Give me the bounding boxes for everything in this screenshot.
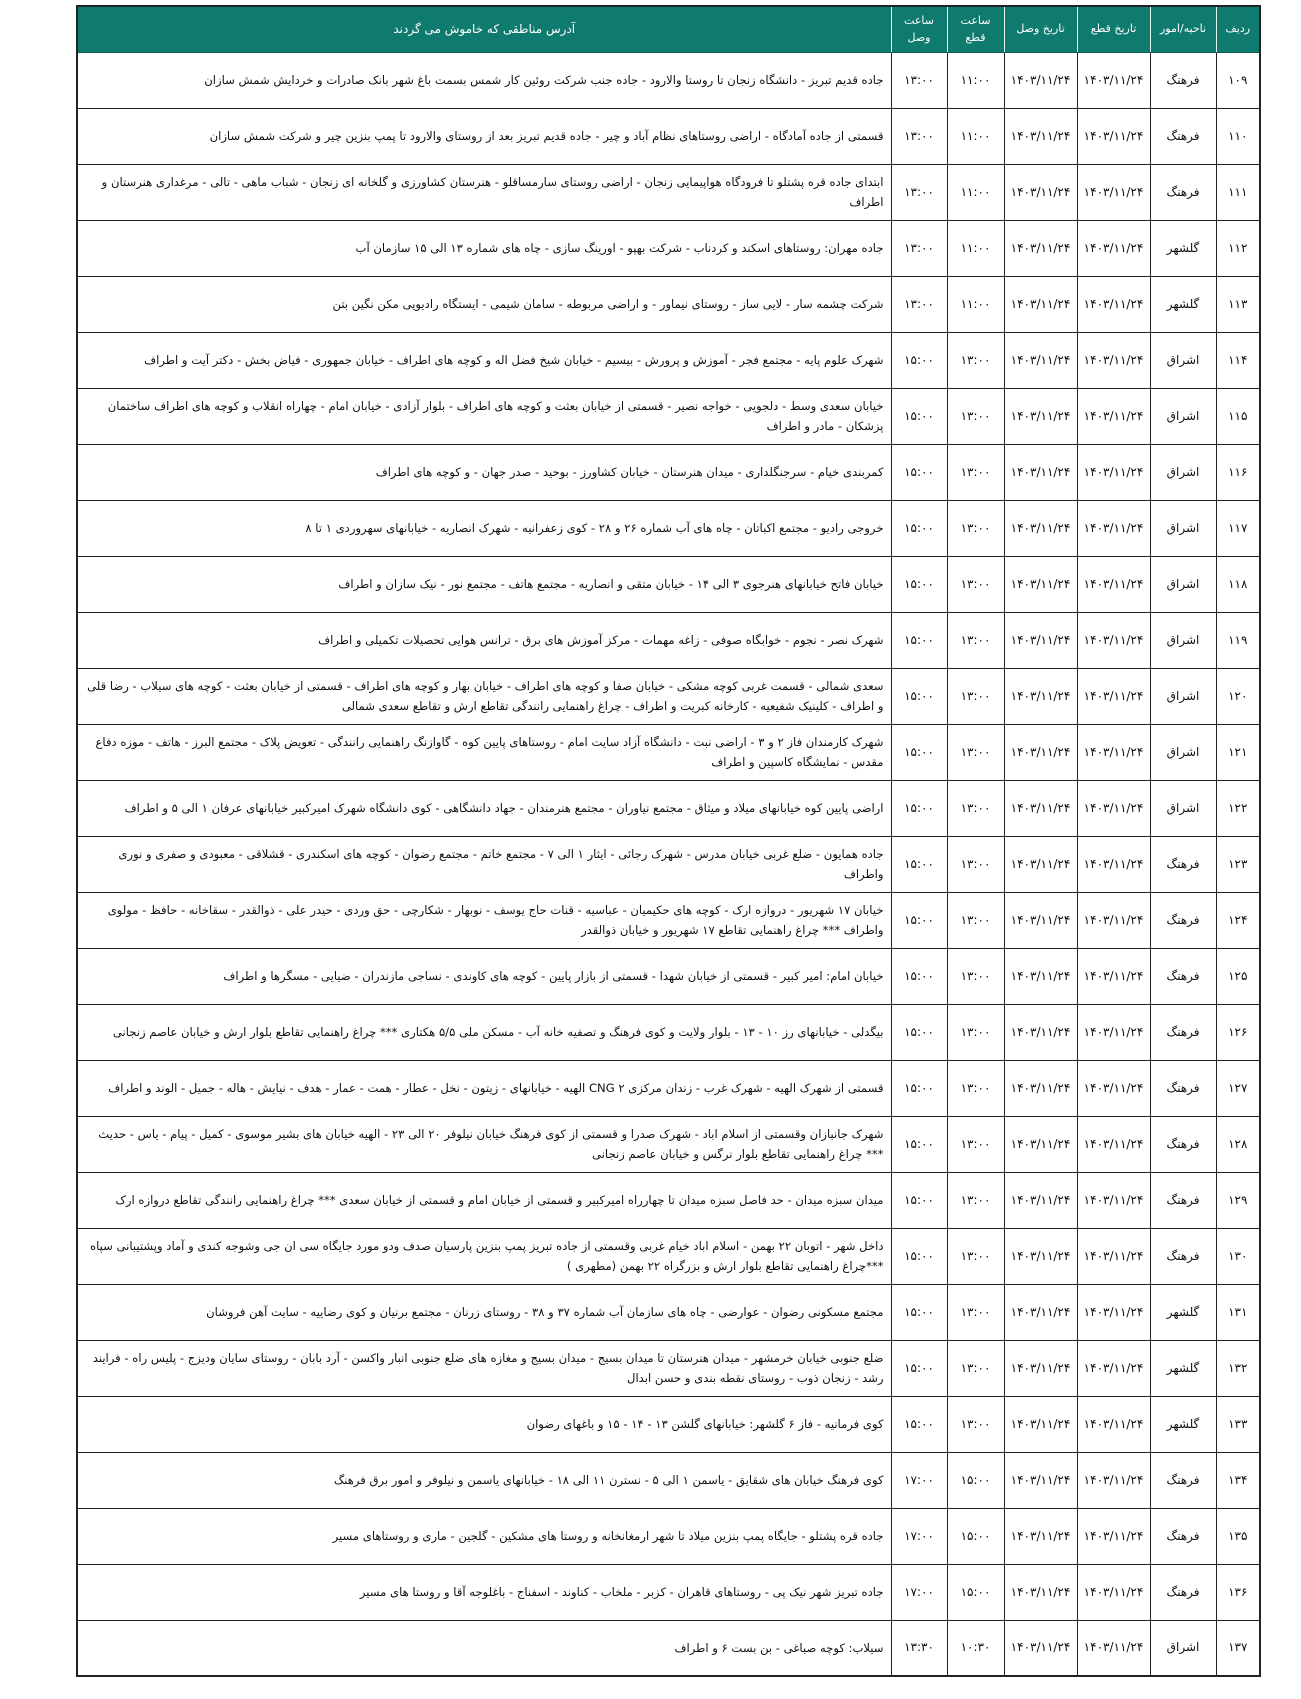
cell-row-number: ۱۳۵	[1216, 1508, 1260, 1564]
table-row	[77, 1172, 1260, 1228]
cell-address: داخل شهر - اتوبان ۲۲ بهمن - اسلام اباد خیام غربی وقسمتی از جاده تبریز پمپ بنزین پارسیان صدف ودو مورد جایگاه سی ان جی وشوجه کندی و آماد وپشتیبانی سپاه ***چراغ راهنمایی تقاطع بلوار ارش و بزرگراه ۲۲ بهمن (مطهری )	[77, 1228, 891, 1284]
cell-connect-date: ۱۴۰۳/۱۱/۲۴	[1004, 1284, 1077, 1340]
cell-connect-date: ۱۴۰۳/۱۱/۲۴	[1004, 1116, 1077, 1172]
cell-cut-date: ۱۴۰۳/۱۱/۲۴	[1077, 1172, 1150, 1228]
cell-cut-date: ۱۴۰۳/۱۱/۲۴	[1077, 500, 1150, 556]
cell-district: فرهنگ	[1150, 948, 1216, 1004]
cell-address: قسمتی از شهرک الهیه - شهرک غرب - زندان مرکزی CNG ۲ الهیه - خیابانهای - زیتون - نخل - عطار - همت - عمار - هدف - نیایش - هاله - جمیل - الوند و اطراف	[77, 1060, 891, 1116]
cell-cut-time: ۱۳:۰۰	[947, 1228, 1004, 1284]
cell-row-number: ۱۰۹	[1216, 52, 1260, 108]
table-row	[77, 1228, 1260, 1284]
cell-address: کوی فرمانیه - فاز ۶ گلشهر: خیابانهای گلشن ۱۳ - ۱۴ - ۱۵ و باغهای رضوان	[77, 1396, 891, 1452]
cell-cut-time: ۱۰:۳۰	[947, 1620, 1004, 1676]
cell-address: کوی فرهنگ خیابان های شقایق - یاسمن ۱ الی ۵ - نسترن ۱۱ الی ۱۸ - خیابانهای یاسمن و نیلوفر و امور برق فرهنگ	[77, 1452, 891, 1508]
cell-connect-time: ۱۵:۰۰	[891, 1172, 947, 1228]
cell-cut-date: ۱۴۰۳/۱۱/۲۴	[1077, 1116, 1150, 1172]
cell-connect-date: ۱۴۰۳/۱۱/۲۴	[1004, 1452, 1077, 1508]
cell-address: خیابان ۱۷ شهریور - دروازه ارک - کوچه های حکیمیان - عباسیه - قنات حاج یوسف - نوبهار - شکارچی - حق وردی - حیدر علی - ذوالقدر - سقاخانه - حافظ - مولوی واطراف *** چراغ راهنمایی تقاطع ۱۷ شهریور و خیابان ذوالقدر	[77, 892, 891, 948]
cell-cut-time: ۱۳:۰۰	[947, 1116, 1004, 1172]
table-row	[77, 276, 1260, 332]
cell-address: خروجی رادیو - مجتمع اکباتان - چاه های آب شماره ۲۶ و ۲۸ - کوی زعفرانیه - شهرک انصاریه - خیابانهای سهروردی ۱ تا ۸	[77, 500, 891, 556]
cell-district: اشراق	[1150, 556, 1216, 612]
cell-connect-time: ۱۵:۰۰	[891, 1284, 947, 1340]
cell-district: اشراق	[1150, 668, 1216, 724]
cell-connect-date: ۱۴۰۳/۱۱/۲۴	[1004, 1508, 1077, 1564]
cell-connect-time: ۱۵:۰۰	[891, 724, 947, 780]
cell-district: اشراق	[1150, 332, 1216, 388]
cell-connect-time: ۱۷:۰۰	[891, 1452, 947, 1508]
cell-cut-time: ۱۱:۰۰	[947, 276, 1004, 332]
cell-row-number: ۱۲۷	[1216, 1060, 1260, 1116]
cell-address: شهرک نصر - نجوم - خوابگاه صوفی - زاغه مهمات - مرکز آموزش های برق - ترانس هوایی تحصیلات تکمیلی و اطراف	[77, 612, 891, 668]
cell-connect-date: ۱۴۰۳/۱۱/۲۴	[1004, 1340, 1077, 1396]
cell-district: فرهنگ	[1150, 1060, 1216, 1116]
cell-row-number: ۱۳۰	[1216, 1228, 1260, 1284]
table-row	[77, 388, 1260, 444]
cell-row-number: ۱۱۱	[1216, 164, 1260, 220]
cell-address: سعدی شمالی - قسمت غربی کوچه مشکی - خیابان صفا و کوچه های اطراف - خیابان بهار و کوچه های اطراف - قسمتی از خیابان بعثت - کوچه های سیلاب - رضا قلی و اطراف - کلینیک شفیعیه - کارخانه کبریت و اطراف - چراغ راهنمایی رانندگی تقاطع ارش و تقاطع سعدی شمالی	[77, 668, 891, 724]
cell-cut-time: ۱۳:۰۰	[947, 1396, 1004, 1452]
cell-cut-date: ۱۴۰۳/۱۱/۲۴	[1077, 1620, 1150, 1676]
cell-connect-time: ۱۳:۰۰	[891, 164, 947, 220]
cell-row-number: ۱۲۸	[1216, 1116, 1260, 1172]
cell-connect-date: ۱۴۰۳/۱۱/۲۴	[1004, 836, 1077, 892]
cell-connect-time: ۱۵:۰۰	[891, 556, 947, 612]
cell-address: قسمتی از جاده آمادگاه - اراضی روستاهای نظام آباد و چیر - جاده قدیم تبریز بعد از روستای والارود تا پمپ بنزین چیر و شرکت شمش سازان	[77, 108, 891, 164]
cell-row-number: ۱۲۰	[1216, 668, 1260, 724]
cell-cut-time: ۱۳:۰۰	[947, 724, 1004, 780]
table-row	[77, 1396, 1260, 1452]
cell-cut-time: ۱۵:۰۰	[947, 1452, 1004, 1508]
cell-district: اشراق	[1150, 444, 1216, 500]
table-row	[77, 1564, 1260, 1620]
header-connect-time: ساعت وصل	[891, 6, 947, 52]
cell-cut-time: ۱۵:۰۰	[947, 1508, 1004, 1564]
cell-address: خیابان سعدی وسط - دلجویی - خواجه نصیر - قسمتی از خیابان بعثت و کوچه های اطراف - بلوار آزادی - خیابان امام - چهاراه انقلاب و کوچه های اطراف ساختمان پزشکان - مادر و اطراف	[77, 388, 891, 444]
table-row	[77, 836, 1260, 892]
table-row	[77, 1340, 1260, 1396]
cell-connect-time: ۱۵:۰۰	[891, 1396, 947, 1452]
cell-connect-date: ۱۴۰۳/۱۱/۲۴	[1004, 948, 1077, 1004]
cell-connect-time: ۱۷:۰۰	[891, 1508, 947, 1564]
cell-connect-time: ۱۵:۰۰	[891, 668, 947, 724]
cell-connect-time: ۱۵:۰۰	[891, 444, 947, 500]
cell-district: فرهنگ	[1150, 1172, 1216, 1228]
cell-connect-time: ۱۳:۰۰	[891, 52, 947, 108]
cell-connect-time: ۱۵:۰۰	[891, 1116, 947, 1172]
cell-district: اشراق	[1150, 500, 1216, 556]
cell-cut-date: ۱۴۰۳/۱۱/۲۴	[1077, 220, 1150, 276]
cell-cut-time: ۱۳:۰۰	[947, 1172, 1004, 1228]
cell-connect-date: ۱۴۰۳/۱۱/۲۴	[1004, 612, 1077, 668]
cell-connect-date: ۱۴۰۳/۱۱/۲۴	[1004, 1396, 1077, 1452]
cell-connect-date: ۱۴۰۳/۱۱/۲۴	[1004, 892, 1077, 948]
cell-connect-date: ۱۴۰۳/۱۱/۲۴	[1004, 1228, 1077, 1284]
cell-connect-date: ۱۴۰۳/۱۱/۲۴	[1004, 1172, 1077, 1228]
cell-district: اشراق	[1150, 724, 1216, 780]
header-district: ناحیه/امور	[1150, 6, 1216, 52]
cell-address: شهرک علوم پایه - مجتمع فجر - آموزش و پرورش - بیسیم - خیابان شیخ فضل اله و کوچه های اطراف - خیابان جمهوری - فیاض بخش - دکتر آیت و اطراف	[77, 332, 891, 388]
cell-connect-date: ۱۴۰۳/۱۱/۲۴	[1004, 332, 1077, 388]
table-row	[77, 892, 1260, 948]
cell-row-number: ۱۳۱	[1216, 1284, 1260, 1340]
cell-row-number: ۱۲۲	[1216, 780, 1260, 836]
cell-connect-time: ۱۵:۰۰	[891, 1060, 947, 1116]
cell-cut-time: ۱۳:۰۰	[947, 1340, 1004, 1396]
cell-connect-time: ۱۵:۰۰	[891, 1004, 947, 1060]
cell-row-number: ۱۳۳	[1216, 1396, 1260, 1452]
cell-cut-date: ۱۴۰۳/۱۱/۲۴	[1077, 1340, 1150, 1396]
cell-cut-date: ۱۴۰۳/۱۱/۲۴	[1077, 948, 1150, 1004]
cell-row-number: ۱۱۴	[1216, 332, 1260, 388]
cell-connect-time: ۱۵:۰۰	[891, 332, 947, 388]
cell-address: اراضی پایین کوه خیابانهای میلاد و میثاق - مجتمع نیاوران - مجتمع هنرمندان - جهاد دانشگاهی - کوی دانشگاه شهرک امیرکبیر خیابانهای عرفان ۱ الی ۵ و اطراف	[77, 780, 891, 836]
cell-cut-time: ۱۱:۰۰	[947, 52, 1004, 108]
table-row	[77, 556, 1260, 612]
cell-connect-date: ۱۴۰۳/۱۱/۲۴	[1004, 724, 1077, 780]
table-body	[77, 52, 1260, 1676]
cell-row-number: ۱۳۲	[1216, 1340, 1260, 1396]
cell-district: گلشهر	[1150, 1396, 1216, 1452]
cell-cut-date: ۱۴۰۳/۱۱/۲۴	[1077, 612, 1150, 668]
cell-row-number: ۱۳۴	[1216, 1452, 1260, 1508]
cell-connect-date: ۱۴۰۳/۱۱/۲۴	[1004, 1004, 1077, 1060]
cell-cut-time: ۱۳:۰۰	[947, 780, 1004, 836]
cell-connect-date: ۱۴۰۳/۱۱/۲۴	[1004, 668, 1077, 724]
cell-cut-time: ۱۵:۰۰	[947, 1564, 1004, 1620]
cell-cut-time: ۱۳:۰۰	[947, 444, 1004, 500]
cell-cut-time: ۱۳:۰۰	[947, 892, 1004, 948]
cell-connect-date: ۱۴۰۳/۱۱/۲۴	[1004, 780, 1077, 836]
table-row	[77, 1116, 1260, 1172]
cell-district: فرهنگ	[1150, 1508, 1216, 1564]
header-cut-time: ساعت قطع	[947, 6, 1004, 52]
cell-connect-time: ۱۵:۰۰	[891, 780, 947, 836]
cell-row-number: ۱۱۹	[1216, 612, 1260, 668]
cell-address: جاده قره پشتلو - جایگاه پمپ بنزین میلاد تا شهر ارمغانخانه و روستا های مشکین - گلجین - ماری و روستاهای مسیر	[77, 1508, 891, 1564]
cell-district: فرهنگ	[1150, 108, 1216, 164]
cell-cut-date: ۱۴۰۳/۱۱/۲۴	[1077, 780, 1150, 836]
cell-connect-date: ۱۴۰۳/۱۱/۲۴	[1004, 108, 1077, 164]
cell-row-number: ۱۱۳	[1216, 276, 1260, 332]
cell-district: فرهنگ	[1150, 1452, 1216, 1508]
cell-connect-date: ۱۴۰۳/۱۱/۲۴	[1004, 1060, 1077, 1116]
cell-cut-time: ۱۳:۰۰	[947, 948, 1004, 1004]
outage-table	[76, 5, 1261, 1677]
cell-district: گلشهر	[1150, 276, 1216, 332]
cell-address: خیابان فاتح خیابانهای هنرجوی ۳ الی ۱۴ - خیابان متقی و انصاریه - مجتمع هاتف - مجتمع نور - نیک سازان و اطراف	[77, 556, 891, 612]
cell-district: اشراق	[1150, 780, 1216, 836]
cell-district: فرهنگ	[1150, 1228, 1216, 1284]
cell-cut-date: ۱۴۰۳/۱۱/۲۴	[1077, 668, 1150, 724]
cell-cut-time: ۱۳:۰۰	[947, 1060, 1004, 1116]
table-row	[77, 948, 1260, 1004]
cell-row-number: ۱۱۸	[1216, 556, 1260, 612]
cell-district: فرهنگ	[1150, 836, 1216, 892]
cell-connect-time: ۱۳:۰۰	[891, 108, 947, 164]
cell-address: ضلع جنوبی خیابان خرمشهر - میدان هنرستان تا میدان بسیج - میدان بسیج و مغازه های ضلع جنوبی انبار واکسن - آرد بابان - روستای سایان ودیزج - پلیس راه - فرایند رشد - زنجان ذوب - روستای نقطه بندی و حسن ابدال	[77, 1340, 891, 1396]
cell-address: مجتمع مسکونی رضوان - عوارضی - چاه های سازمان آب شماره ۳۷ و ۳۸ - روستای زرنان - مجتمع برنیان و کوی رضاییه - سایت آهن فروشان	[77, 1284, 891, 1340]
cell-cut-date: ۱۴۰۳/۱۱/۲۴	[1077, 892, 1150, 948]
cell-cut-time: ۱۱:۰۰	[947, 108, 1004, 164]
cell-cut-date: ۱۴۰۳/۱۱/۲۴	[1077, 836, 1150, 892]
table-row	[77, 500, 1260, 556]
header-row-number: ردیف	[1216, 6, 1260, 52]
cell-district: گلشهر	[1150, 220, 1216, 276]
table-row	[77, 1284, 1260, 1340]
cell-district: اشراق	[1150, 1620, 1216, 1676]
cell-cut-date: ۱۴۰۳/۱۱/۲۴	[1077, 276, 1150, 332]
header-cut-date: تاریخ قطع	[1077, 6, 1150, 52]
cell-address: شهرک کارمندان فاز ۲ و ۳ - اراضی نبت - دانشگاه آزاد سایت امام - روستاهای پایین کوه - گاوازنگ راهنمایی رانندگی - تعویض پلاک - مجتمع البرز - هاتف - موزه دفاع مقدس - نمایشگاه کاسپین و اطراف	[77, 724, 891, 780]
cell-cut-date: ۱۴۰۳/۱۱/۲۴	[1077, 556, 1150, 612]
cell-connect-time: ۱۵:۰۰	[891, 500, 947, 556]
cell-cut-time: ۱۱:۰۰	[947, 220, 1004, 276]
cell-connect-time: ۱۵:۰۰	[891, 1340, 947, 1396]
cell-cut-date: ۱۴۰۳/۱۱/۲۴	[1077, 1228, 1150, 1284]
cell-address: خیابان امام: امیر کبیر - قسمتی از خیابان شهدا - قسمتی از بازار پایین - کوچه های کاوندی - نساجی مازندران - ضیایی - مسگرها و اطراف	[77, 948, 891, 1004]
cell-row-number: ۱۲۹	[1216, 1172, 1260, 1228]
cell-cut-time: ۱۳:۰۰	[947, 1004, 1004, 1060]
cell-cut-date: ۱۴۰۳/۱۱/۲۴	[1077, 108, 1150, 164]
cell-cut-date: ۱۴۰۳/۱۱/۲۴	[1077, 1452, 1150, 1508]
cell-connect-time: ۱۳:۰۰	[891, 276, 947, 332]
table-row	[77, 1508, 1260, 1564]
cell-address: میدان سبزه میدان - حد فاصل سبزه میدان تا چهارراه امیرکبیر و قسمتی از خیابان امام و قسمتی از خیابان سعدی *** چراغ راهنمایی رانندگی تقاطع دروازه ارک	[77, 1172, 891, 1228]
cell-district: فرهنگ	[1150, 892, 1216, 948]
cell-row-number: ۱۱۵	[1216, 388, 1260, 444]
cell-cut-time: ۱۳:۰۰	[947, 556, 1004, 612]
table-row	[77, 780, 1260, 836]
cell-connect-date: ۱۴۰۳/۱۱/۲۴	[1004, 164, 1077, 220]
cell-district: فرهنگ	[1150, 1116, 1216, 1172]
table-row	[77, 52, 1260, 108]
table-row	[77, 444, 1260, 500]
cell-cut-time: ۱۳:۰۰	[947, 836, 1004, 892]
cell-connect-time: ۱۵:۰۰	[891, 836, 947, 892]
cell-cut-date: ۱۴۰۳/۱۱/۲۴	[1077, 1564, 1150, 1620]
cell-row-number: ۱۲۵	[1216, 948, 1260, 1004]
cell-cut-time: ۱۳:۰۰	[947, 388, 1004, 444]
table-row	[77, 332, 1260, 388]
cell-cut-time: ۱۳:۰۰	[947, 500, 1004, 556]
cell-cut-date: ۱۴۰۳/۱۱/۲۴	[1077, 1284, 1150, 1340]
cell-row-number: ۱۲۶	[1216, 1004, 1260, 1060]
cell-cut-time: ۱۳:۰۰	[947, 1284, 1004, 1340]
cell-connect-time: ۱۵:۰۰	[891, 388, 947, 444]
cell-connect-time: ۱۵:۰۰	[891, 1228, 947, 1284]
cell-row-number: ۱۱۲	[1216, 220, 1260, 276]
cell-district: فرهنگ	[1150, 1004, 1216, 1060]
table-row	[77, 1060, 1260, 1116]
table-row	[77, 108, 1260, 164]
cell-row-number: ۱۲۳	[1216, 836, 1260, 892]
cell-address: جاده همایون - ضلع غربی خیابان مدرس - شهرک رجائی - ایثار ۱ الی ۷ - مجتمع خاتم - مجتمع رضوان - کوچه های اسکندری - قشلاقی - معبودی و صفری و نوری واطراف	[77, 836, 891, 892]
cell-row-number: ۱۳۷	[1216, 1620, 1260, 1676]
cell-row-number: ۱۱۶	[1216, 444, 1260, 500]
cell-address: جاده قدیم تبریز - دانشگاه زنجان تا روستا والارود - جاده جنب شرکت روئین کار شمس بسمت باغ شهر بانک صادرات و خردایش شمش سازان	[77, 52, 891, 108]
cell-address: شرکت چشمه سار - لایی ساز - روستای نیماور - و اراضی مربوطه - سامان شیمی - ایستگاه رادیویی مکن نگین بتن	[77, 276, 891, 332]
table-row	[77, 724, 1260, 780]
cell-district: اشراق	[1150, 612, 1216, 668]
header-address: آدرس مناطقی که خاموش می گردند	[77, 6, 891, 52]
cell-district: فرهنگ	[1150, 52, 1216, 108]
cell-address: شهرک جانبازان وقسمتی از اسلام اباد - شهرک صدرا و قسمتی از کوی فرهنگ خیابان نیلوفر ۲۰ الی ۲۳ - الهیه خیابان های بشیر موسوی - کمیل - پیام - یاس - حدیث *** چراغ راهنمایی تقاطع بلوار نرگس و خیابان عاصم زنجانی	[77, 1116, 891, 1172]
outage-schedule-page	[76, 5, 1261, 1677]
cell-row-number: ۱۲۴	[1216, 892, 1260, 948]
cell-address: جاده تبریز شهر نیک پی - روستاهای قاهران - کزبر - ملخاب - کناوند - اسفناج - باغلوجه آقا و روستا های مسیر	[77, 1564, 891, 1620]
cell-cut-date: ۱۴۰۳/۱۱/۲۴	[1077, 332, 1150, 388]
table-row	[77, 1452, 1260, 1508]
cell-connect-date: ۱۴۰۳/۱۱/۲۴	[1004, 220, 1077, 276]
cell-address: کمربندی خیام - سرجنگلداری - میدان هنرستان - خیابان کشاورز - بوحید - صدر جهان - و کوچه های اطراف	[77, 444, 891, 500]
cell-connect-date: ۱۴۰۳/۱۱/۲۴	[1004, 444, 1077, 500]
cell-connect-date: ۱۴۰۳/۱۱/۲۴	[1004, 388, 1077, 444]
cell-cut-date: ۱۴۰۳/۱۱/۲۴	[1077, 1060, 1150, 1116]
table-row	[77, 1620, 1260, 1676]
cell-connect-date: ۱۴۰۳/۱۱/۲۴	[1004, 1564, 1077, 1620]
cell-connect-time: ۱۷:۰۰	[891, 1564, 947, 1620]
cell-connect-date: ۱۴۰۳/۱۱/۲۴	[1004, 1620, 1077, 1676]
cell-district: گلشهر	[1150, 1284, 1216, 1340]
cell-row-number: ۱۲۱	[1216, 724, 1260, 780]
table-row	[77, 164, 1260, 220]
table-row	[77, 1004, 1260, 1060]
cell-district: اشراق	[1150, 388, 1216, 444]
cell-connect-date: ۱۴۰۳/۱۱/۲۴	[1004, 500, 1077, 556]
table-row	[77, 668, 1260, 724]
cell-connect-time: ۱۵:۰۰	[891, 892, 947, 948]
cell-cut-time: ۱۱:۰۰	[947, 164, 1004, 220]
cell-connect-time: ۱۵:۰۰	[891, 612, 947, 668]
table-row	[77, 612, 1260, 668]
cell-cut-date: ۱۴۰۳/۱۱/۲۴	[1077, 52, 1150, 108]
cell-connect-date: ۱۴۰۳/۱۱/۲۴	[1004, 556, 1077, 612]
cell-cut-date: ۱۴۰۳/۱۱/۲۴	[1077, 1004, 1150, 1060]
cell-cut-time: ۱۳:۰۰	[947, 668, 1004, 724]
cell-cut-date: ۱۴۰۳/۱۱/۲۴	[1077, 444, 1150, 500]
cell-row-number: ۱۳۶	[1216, 1564, 1260, 1620]
cell-address: بیگدلی - خیابانهای رز ۱۰ - ۱۳ - بلوار ولایت و کوی فرهنگ و تصفیه خانه آب - مسکن ملی ۵/۵ هکتاری *** چراغ راهنمایی تقاطع بلوار ارش و خیابان عاصم زنجانی	[77, 1004, 891, 1060]
cell-address: ابتدای جاده قره پشتلو تا فرودگاه هواپیمایی زنجان - اراضی روستای سارمساقلو - هنرستان کشاورزی و گلخانه ای زنجان - شباب ماهی - تالی - مرغداری هنرستان و اطراف	[77, 164, 891, 220]
cell-cut-time: ۱۳:۰۰	[947, 332, 1004, 388]
cell-cut-date: ۱۴۰۳/۱۱/۲۴	[1077, 724, 1150, 780]
header-connect-date: تاریخ وصل	[1004, 6, 1077, 52]
cell-district: فرهنگ	[1150, 1564, 1216, 1620]
cell-cut-date: ۱۴۰۳/۱۱/۲۴	[1077, 388, 1150, 444]
cell-address: سیلاب: کوچه صباغی - بن بست ۶ و اطراف	[77, 1620, 891, 1676]
table-header-row	[77, 6, 1260, 52]
cell-connect-date: ۱۴۰۳/۱۱/۲۴	[1004, 276, 1077, 332]
cell-connect-date: ۱۴۰۳/۱۱/۲۴	[1004, 52, 1077, 108]
cell-row-number: ۱۱۰	[1216, 108, 1260, 164]
cell-connect-time: ۱۳:۳۰	[891, 1620, 947, 1676]
cell-cut-date: ۱۴۰۳/۱۱/۲۴	[1077, 1396, 1150, 1452]
cell-district: فرهنگ	[1150, 164, 1216, 220]
cell-address: جاده مهران: روستاهای اسکند و کردناب - شرکت بهپو - اورینگ سازی - چاه های شماره ۱۳ الی ۱۵ سازمان آب	[77, 220, 891, 276]
table-row	[77, 220, 1260, 276]
cell-district: گلشهر	[1150, 1340, 1216, 1396]
cell-connect-time: ۱۵:۰۰	[891, 948, 947, 1004]
cell-connect-time: ۱۳:۰۰	[891, 220, 947, 276]
cell-row-number: ۱۱۷	[1216, 500, 1260, 556]
cell-cut-time: ۱۳:۰۰	[947, 612, 1004, 668]
cell-cut-date: ۱۴۰۳/۱۱/۲۴	[1077, 1508, 1150, 1564]
cell-cut-date: ۱۴۰۳/۱۱/۲۴	[1077, 164, 1150, 220]
